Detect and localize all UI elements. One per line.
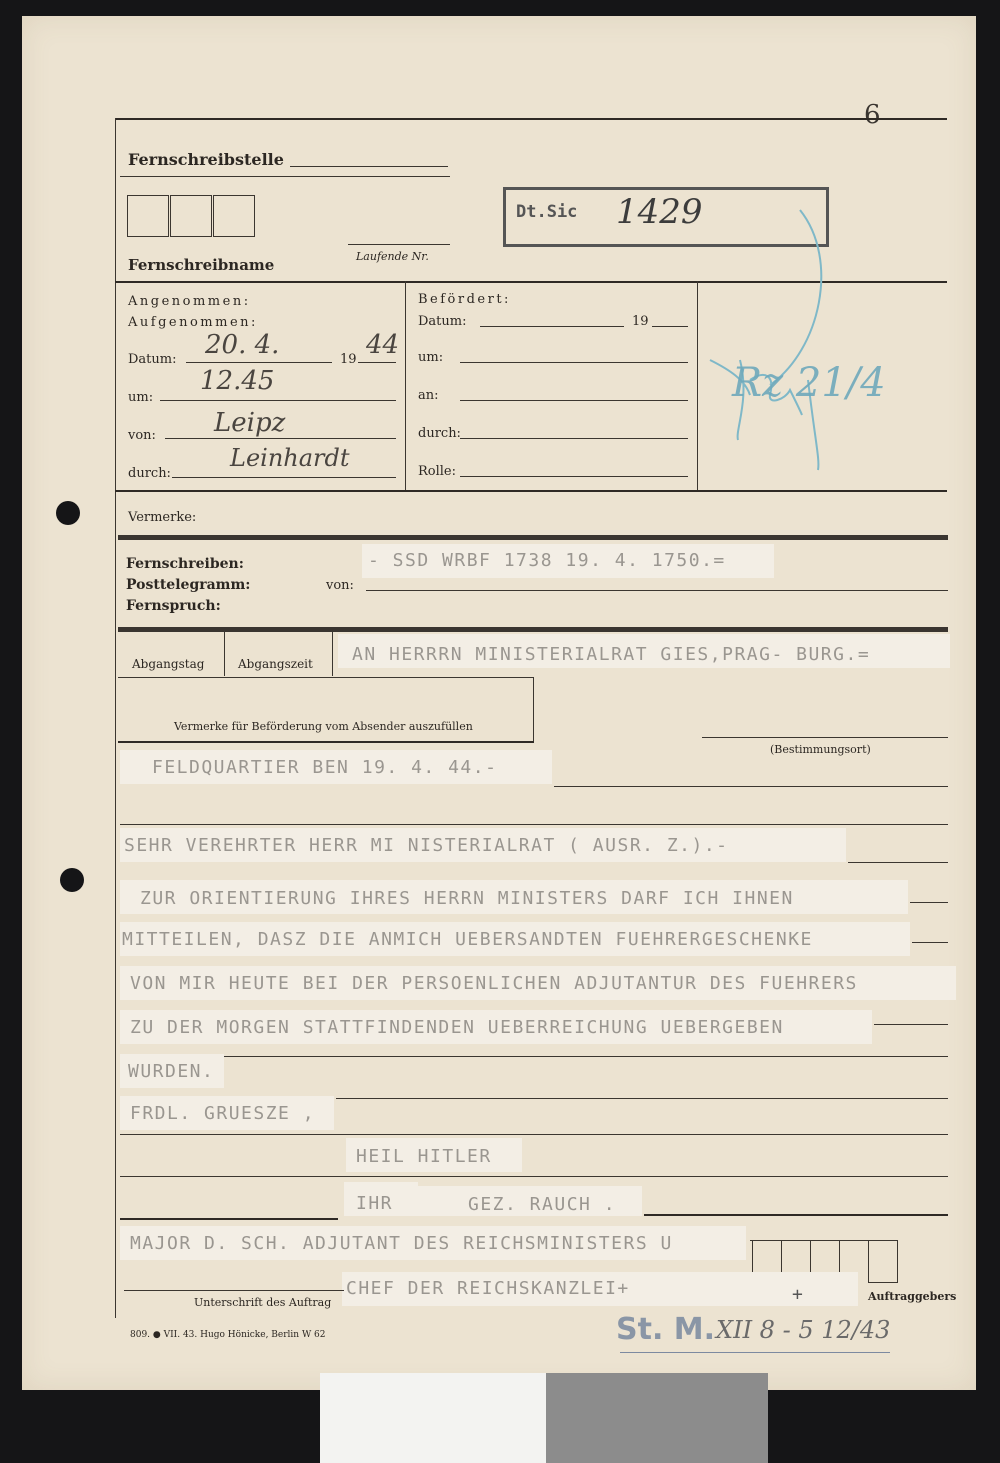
signature-label: Unterschrift des Auftrag	[194, 1296, 332, 1309]
destination-label: (Bestimmungsort)	[770, 743, 871, 756]
frame-top	[115, 118, 947, 120]
received-from-value: Leipz	[214, 408, 286, 438]
punch-hole-bottom	[60, 868, 84, 892]
received-date-value: 20. 4.	[205, 330, 280, 360]
received-heading-1: Angenommen:	[128, 294, 251, 309]
dispatch-time-label: Abgangszeit	[238, 657, 313, 671]
sender-note-label: Vermerke für Beförderung vom Absender auszufüllen	[174, 720, 473, 733]
archive-prefix: St. M.	[616, 1312, 716, 1347]
message-line-5: WURDEN.	[128, 1061, 215, 1082]
calibration-gray	[546, 1373, 768, 1463]
client-label: Auftraggebers	[868, 1290, 957, 1303]
received-heading-2: Aufgenommen:	[128, 315, 258, 330]
received-from-label: von:	[128, 428, 156, 443]
remarks-label: Vermerke:	[128, 510, 197, 525]
received-year-prefix: 19	[340, 352, 357, 367]
forwarded-year-prefix: 19	[632, 314, 649, 329]
office-label: Fernschreibstelle	[128, 150, 284, 169]
stamp-number: 1429	[616, 192, 703, 232]
page-number: 6	[864, 100, 881, 130]
forwarded-date-label: Datum:	[418, 314, 467, 329]
message-line-2: MITTEILEN, DASZ DIE ANMICH UEBERSANDTEN FUEHRERGESCHENKE	[122, 929, 813, 950]
archive-ref: XII 8 - 5 12/43	[716, 1316, 891, 1344]
punch-hole-top	[56, 501, 80, 525]
name-label: Fernschreibname	[128, 256, 275, 274]
message-title-1: MAJOR D. SCH. ADJUTANT DES REICHSMINISTERS U	[130, 1233, 673, 1254]
from-value: - SSD WRBF 1738 19. 4. 1750.=	[368, 550, 726, 571]
frame-left	[115, 118, 116, 1318]
phone-label: Fernspruch:	[126, 598, 221, 614]
received-time-label: um:	[128, 390, 154, 405]
forwarded-time-label: um:	[418, 350, 444, 365]
message-line-3: VON MIR HEUTE BEI DER PERSOENLICHEN ADJUTANTUR DES FUEHRERS	[130, 973, 858, 994]
calibration-white	[320, 1373, 546, 1463]
received-by-value: Leinhardt	[230, 444, 350, 472]
message-signed: GEZ. RAUCH .	[468, 1194, 617, 1215]
message-ihr: IHR	[356, 1193, 394, 1214]
serial-label: Laufende Nr.	[356, 250, 429, 263]
post-telegram-label: Posttelegramm:	[126, 577, 251, 593]
margin-note: Rz 21/4	[732, 360, 886, 406]
dispatch-day-label: Abgangstag	[132, 657, 205, 671]
name-box-3	[213, 195, 255, 237]
received-year-value: 44	[366, 330, 400, 360]
forwarded-by-label: durch:	[418, 426, 461, 441]
blue-pencil-mark	[690, 200, 890, 480]
print-info: 809. ● VII. 43. Hugo Hönicke, Berlin W 62	[130, 1330, 326, 1340]
telex-label: Fernschreiben:	[126, 556, 244, 572]
message-plus: +	[792, 1284, 805, 1305]
forwarded-heading: Befördert:	[418, 292, 511, 307]
message-title-2: CHEF DER REICHSKANZLEI+	[346, 1278, 630, 1299]
stamp-prefix: Dt.Sic	[516, 202, 578, 222]
name-box-2	[170, 195, 212, 237]
forwarded-to-label: an:	[418, 388, 439, 403]
message-origin: FELDQUARTIER BEN 19. 4. 44.-	[152, 757, 498, 778]
received-time-value: 12.45	[200, 366, 275, 396]
received-by-label: durch:	[128, 466, 171, 481]
message-greeting: FRDL. GRUESZE ,	[130, 1103, 316, 1124]
recipient: AN HERRRN MINISTERIALRAT GIES,PRAG- BURG.=	[352, 644, 871, 665]
name-box-1	[127, 195, 169, 237]
forwarded-roll-label: Rolle:	[418, 464, 457, 479]
received-date-label: Datum:	[128, 352, 177, 367]
from-label: von:	[326, 578, 354, 593]
message-line-1: ZUR ORIENTIERUNG IHRES HERRN MINISTERS DARF ICH IHNEN	[140, 888, 794, 909]
message-heil: HEIL HITLER	[356, 1146, 492, 1167]
message-line-4: ZU DER MORGEN STATTFINDENDEN UEBERREICHUNG UEBERGEBEN	[130, 1017, 784, 1038]
message-salutation: SEHR VEREHRTER HERR MI NISTERIALRAT ( AUSR. Z.).-	[124, 835, 729, 856]
